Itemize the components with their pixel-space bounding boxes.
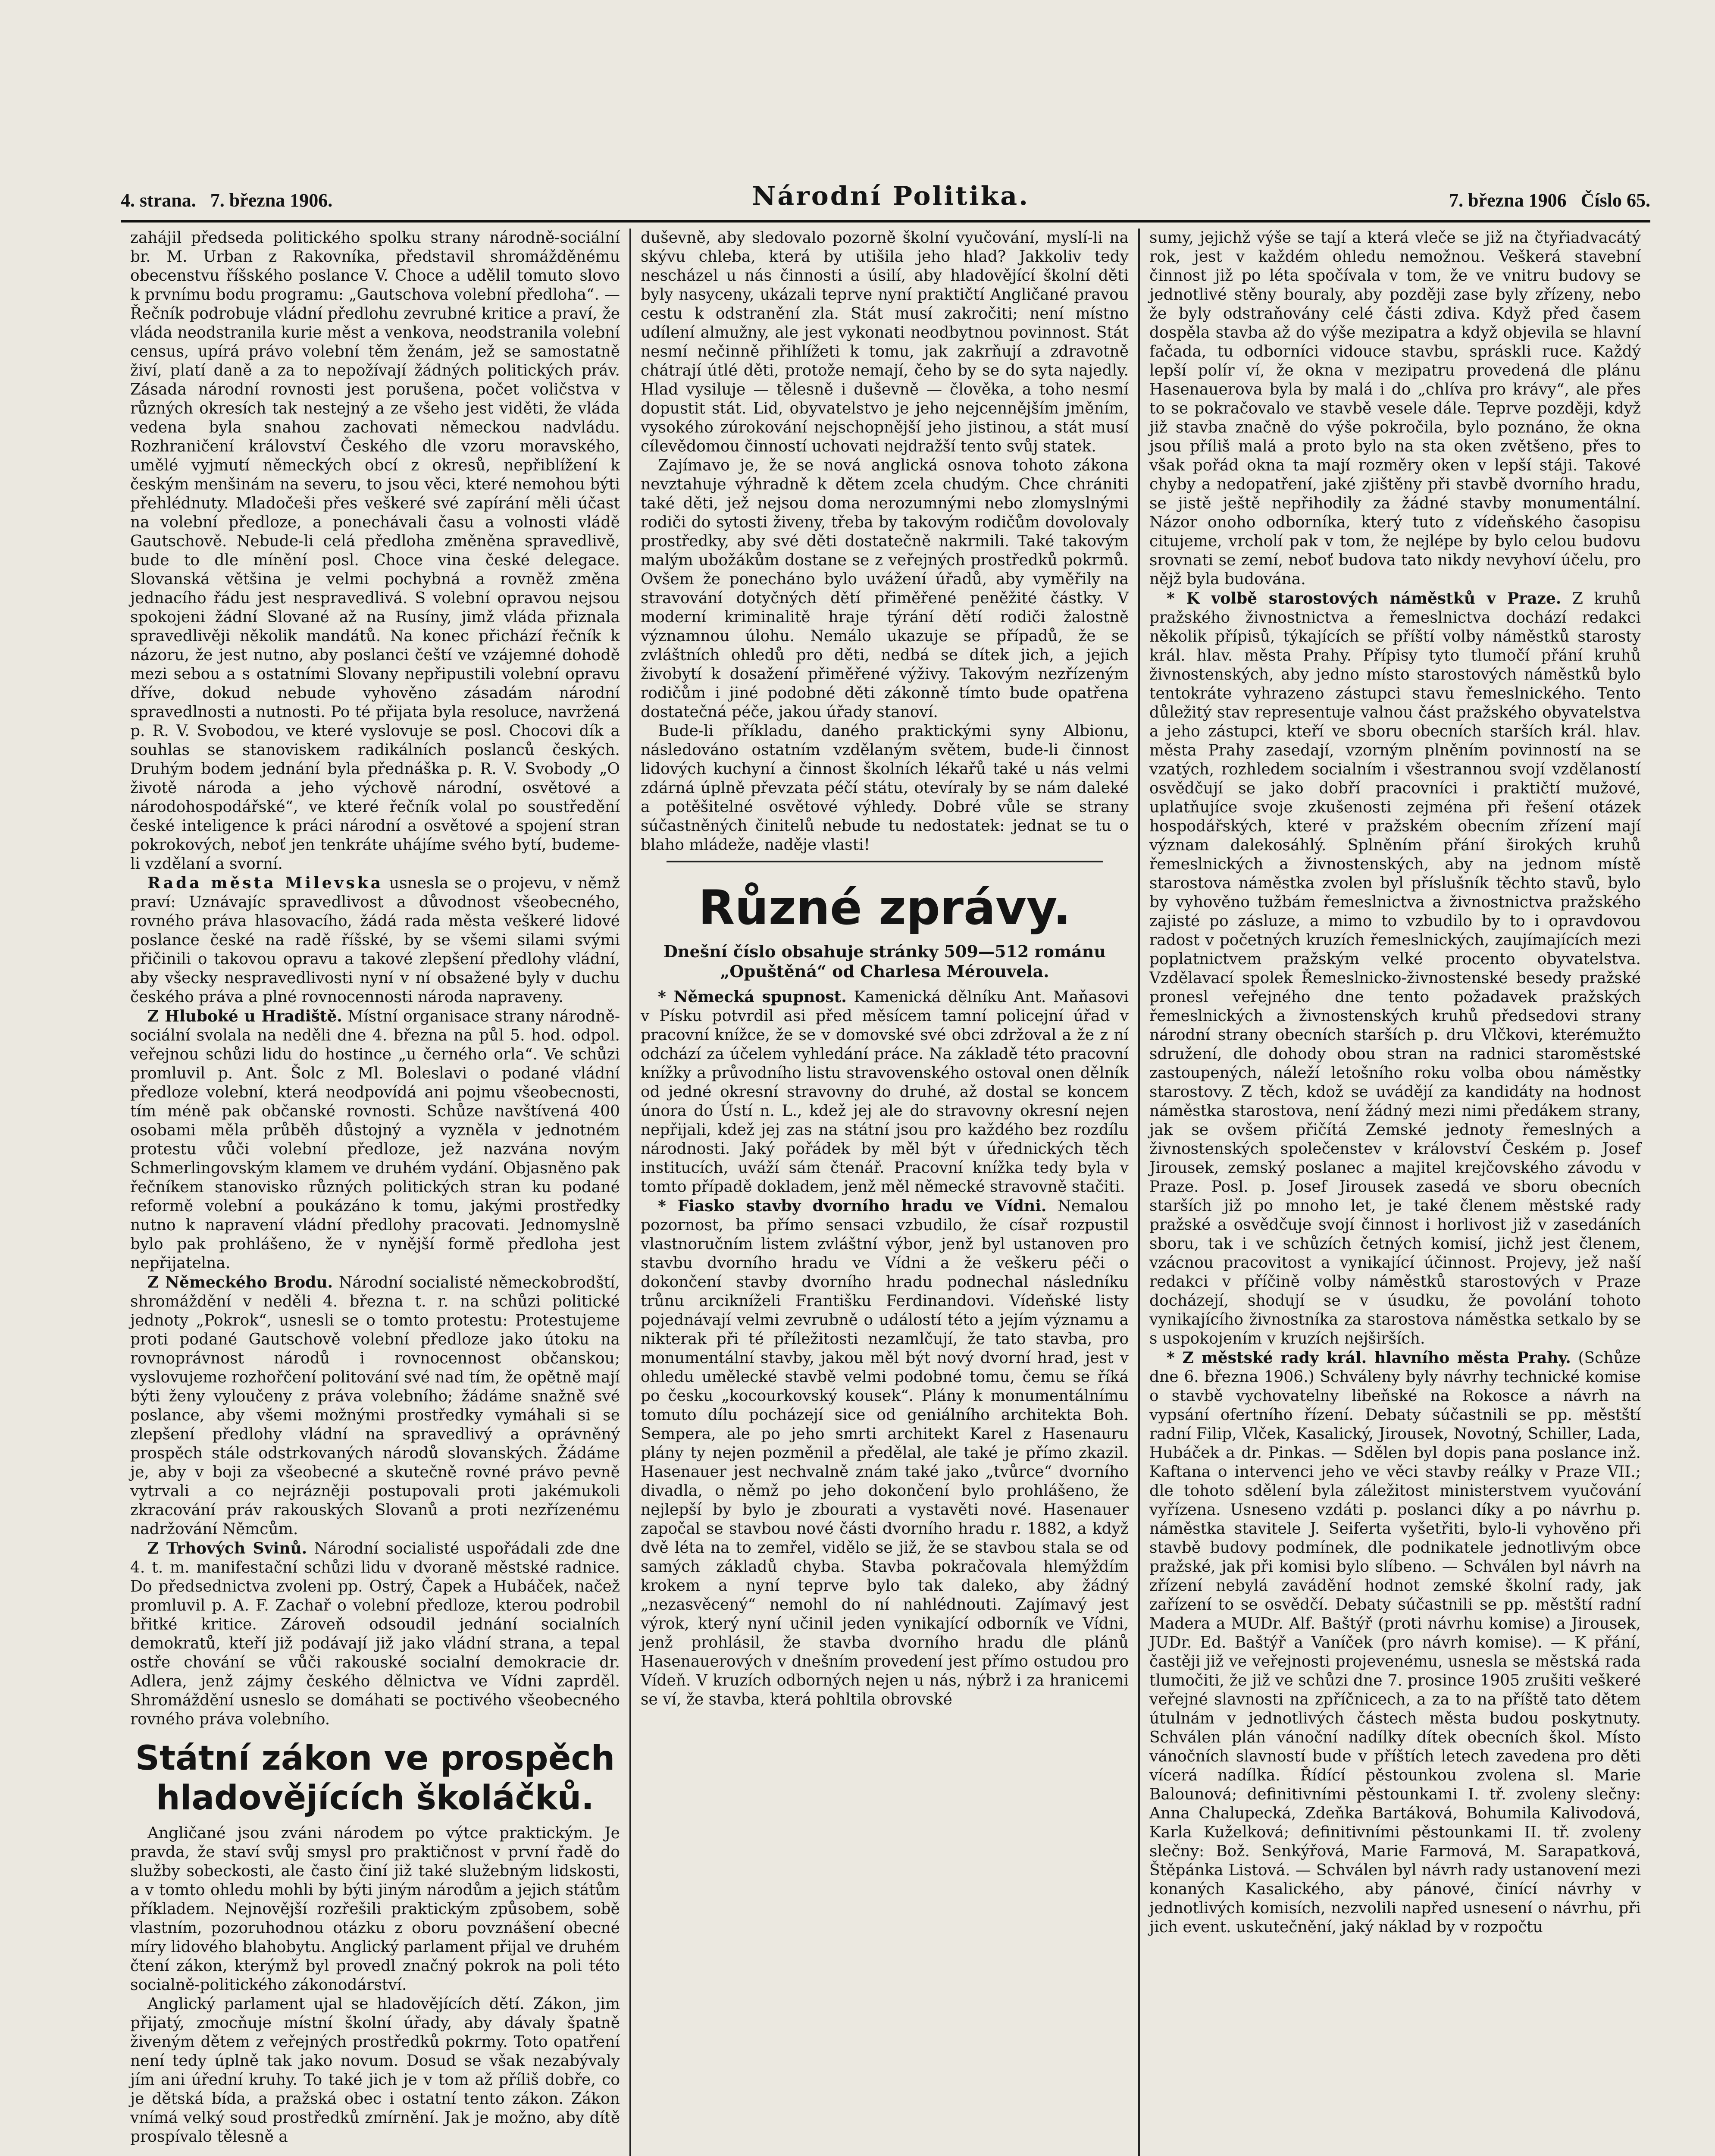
article-text: Zajímavo je, že se nová anglická osnova tohoto zákona nevztahuje výhradně k dětem zcela chudým. Chce chrániti také děti, jež nejsou doma nerozumnými nebo zlomyslnými rodiči do sytosti živeny, třeba by takovým rodičům dovolovaly prostředky, aby své děti dostatečně nakrmili. Také takovým malým ubožákům dostane se z veřejných prostředků pokrmů. Ovšem že ponecháno bylo uvážení úřadů, aby vyměřily na stravování dotyčných dětí přiměřené peněžité částky. V moderní kriminalitě hraje týrání dětí rodiči žalostně významnou úlohu. Nemálo ukazuje se případů, že se zvláštních ohledů pro děti, nedbá se dítek jich, a jejich živobytí k dosažení přiměřené výživy. Takovým nezřízeným rodičům i jiné podobné děti zákonně tímto bude opatřena dostatečná péče, jakou úřady stanoví.: [641, 457, 1129, 721]
item-title: Z Hluboké u Hradiště.: [147, 1007, 342, 1025]
header-date-left: 7. března 1906.: [210, 190, 333, 211]
header-date-right: 7. března 1906: [1449, 190, 1567, 211]
item-text: (Schůze dne 6. března 1906.) Schváleny byly návrhy technické komise o stavbě vychovatelny libeňské na Rokosce a návrh na vypsání ofertního řízení. Debaty súčastnili se pp. městští radní Filip, Vlček, Kasalický, Jirousek, Novotný, Schiller, Lada, Hubáček a dr. Pinkas. — Sdělen byl dopis pana poslance inž. Kaftana o intervenci jeho ve věci stavby reálky v Praze VII.; dle tohoto sdělení byla záležitost ministerstvem vyučování vyřízena. Usneseno vzdáti p. poslanci díky a po návrhu p. náměstka stavitele J. Seiferta vyšetřiti, bylo-li vyhověno při stavbě budovy podmínek, dle podnikatele jednotlivým obce pražské, jak při komisi bylo slíbeno. — Schválen byl návrh na zřízení nebylá zavádění hodnot zemské školní rady, jak zařízení to se osvědčí. Debaty súčastnili se pp. městští radní Madera a MUDr. Alf. Baštýř (proti návrhu komise) a Jirousek, JUDr. Ed. Baštýř a Vaníček (pro návrh komise). — K přání, častěji již ve veřejnosti projevenému, usnesla se městská rada tlumočiti, že již ve schůzi dne 7. prosince 1905 zrušiti veškeré veřejné slavnosti na zpříčnicech, a za to na příště tato dětem útulnám v jednotlivých částech města budou poskytnuty. Schválen plán vánoční nadílky dítek obecních škol. Místo vánočních slavností bude v příštích letech zavedena pro děti vícerá nadílka. Řídící pěstounkou zvolena sl. Marie Balounová; definitivními pěstounkami I. tř. zvoleny slečny: Anna Chalupecká, Zdeňka Bartáková, Bohumila Kalivodová, Karla Kuželková; definitivními pěstounkami II. tř. zvoleny slečny: Bož. Senkýřová, Marie Farmová, M. Sarapatková, Štěpánka Listová. — Schválen byl návrh rady ustanovení mezi konaných Kasalického, aby pánové, činící návrhy v jednotlivých komisích, nezvolili napřed usnesení o návrhu, při jich event. uskutečnění, jaký náklad by v rozpočtu: [1149, 1349, 1641, 1936]
article-text: sumy, jejichž výše se tají a která vleče se již na čtyřiadvacátý rok, jest v každém ohledu nemožnou. Veškerá stavební činnost již po léta spočívala v tom, že ve vnitru budovy se jednotlivé stěny bouraly, aby později zase byly zřízeny, nebo že byly odstraňovány celé části zdiva. Když před časem dospěla stavba až do výše mezipatra a když objevila se hlavní fačada, tu odborníci vidouce stavbu, spráskli ruce. Každý lepší polír ví, že okna v mezipatru provedená dle plánu Hasenauerova byla by malá i do „chlíva pro krávy“, ale přes to se pokračovalo ve stavbě vesele dále. Teprve později, když již stavba značně do výše pokročila, bylo poznáno, že okna jsou příliš malá a proto bylo na sta oken zvětšeno, přes to však pořád okna ta mají rozměry oken v lepší stáji. Takové chyby a nedopatření, jaké zjištěny při stavbě dvorního hradu, se jistě ještě nepřihodily za žádné stavby monumentální. Názor onoho odborníka, který tuto z vídeňského časopisu citujeme, vrcholí pak v tom, že nejlépe by bylo celou budovu srovnati se zemí, neboť budova tato nikdy nevyhoví účelu, pro nějž byla budována.: [1149, 229, 1641, 588]
page-number: 4. strana.: [121, 190, 196, 211]
article-paragraph: [641, 1197, 1129, 1709]
item-title: * Německá spupnost.: [658, 988, 847, 1006]
article-text: Bude-li příkladu, daného praktickými syny Albionu, následováno ostatním vzdělaným světem, bude-li činnost lidových kuchyní a činnost školních lékařů také u nás velmi zdárná úplně převzata péčí státu, otevíraly by se nám daleké a potěšitelné osvětové výhledy. Dobré vůle se strany súčastněných činitelů nebude tu nedostatek: jednat se tu o blaho mládeže, naděje vlasti!: [641, 722, 1129, 854]
section-subtitle: Dnešní číslo obsahuje stránky 509—512 románu „Opuštěná“ od Charlesa Mérouvela.: [663, 942, 1106, 981]
article-paragraph: [130, 1273, 620, 1539]
article-paragraph: [1149, 589, 1641, 1348]
item-text: Místní organisace strany národně-sociální svolala na neděli dne 4. března na půl 5. hod. odpol. veřejnou schůzi lidu do hostince „u černého orla“. Ve schůzi promluvil p. Ant. Šolc z Ml. Boleslavi o podané vládní předloze volební, která neodpovídá ani pojmu všeobecnosti, tím méně pak občanské rovnosti. Schůze navštívená 400 osobami měla průběh důstojný a vyzněla v jednotném protestu vůči volební předloze, jež nazvána novým Schmerlingovským klamem ve druhém vydání. Objasněno pak řečníkem stanovisko různých politických stran ku podané reformě volební a poukázáno k tomu, jakými prostředky nutno k napravení vládní předlohy pracovati. Jednomyslně bylo pak prohlášeno, že v nynější formě předloha jest nepřijatelna.: [130, 1008, 620, 1272]
section-divider: [667, 861, 1103, 862]
column-1: [121, 229, 629, 2156]
article-text: duševně, aby sledovalo pozorně školní vyučování, myslí-li na skývu chleba, která by utišila jeho hlad? Jakkoliv tedy nescházel u nás činnosti a úsilí, aby hladovějící školní děti byly nasyceny, ukázali teprve nyní praktičtí Angličané pravou cestu k odstranění zla. Stát musí zakročiti; není místno udílení almužny, ale jest vykonati neodbytnou povinnost. Stát nesmí nečinně přihlížeti k tomu, jak zakrňují a zdravotně chátrají útlé děti, protože nemají, čeho by se do syta najedly. Hlad vysiluje — tělesně i duševně — člověka, a toho nesmí dopustit stát. Lid, obyvatelstvo je jeho nejcennějším jměním, vysokého zúrokování nejschopnější jeho jistinou, a stát musí cílevědomou činností uchovati nejdražší tento svůj statek.: [641, 229, 1129, 455]
item-title: Z Trhových Svinů.: [147, 1539, 307, 1557]
item-title: * Z městské rady král. hlavního města Prahy.: [1167, 1349, 1571, 1367]
item-text: Kamenická dělníku Ant. Maňasovi v Písku potvrdil asi před měsícem tamní policejní úřad v pracovní knížce, že se v domovské své obci zdržoval a že z ní odchází za účelem vyhledání práce. Na základě této pracovní knížky a průvodního listu stravovenského ostoval onen dělník od jedné okresní stravovny do druhé, až dostal se koncem února do Ústí n. L., kdež jej ale do stravovny okresní nejen nepřijali, kdež jej zas na státní jsou pro každého bez rozdílu národnosti. Jaký pořádek by měl být v úřednických těch institucích, uváží sám čtenář. Pracovní knížka tedy byla v tomto případě dokladem, jenž měl německé stravovně stačiti.: [641, 988, 1129, 1196]
item-text: Národní socialisté německobrodští, shromáždění v neděli 4. března t. r. na schůzi politické jednoty „Pokrok“, usnesli se o tomto protestu: Protestujeme proti podané Gautschově volební předloze jako útoku na rovnoprávnost národů i rovnocennost občanskou; vyslovujeme rozhořčení politování své nad tím, že opětně mají býti ženy vyloučeny z práva volebního; žádáme snažně své poslance, aby všemi možnými prostředky vymáhali si se zlepšení předlohy vládní na spravedlivý a oprávněný prospěch stále odstrkovaných národů slovanských. Žádáme je, aby v boji za všeobecné a skutečně rovné právo pevně vytrvali a co nejrázněji postupovali proti jakémukoli zkracování práv rakouských Slovanů a proti nezřízenému nadržování Němcům.: [130, 1274, 620, 1538]
article-text: zahájil předseda politického spolku strany národně-sociální br. M. Urban z Rakovníka, představil shromážděnému obecenstvu říšského poslance V. Choce a udělil tomuto slovo k prvnímu bodu programu: „Gautschova volební předloha“. — Řečník podrobuje vládní předlohu zevrubné kritice a praví, že vláda neodstranila kurie měst a venkova, neodstranila volební census, upírá právo volební těm ženám, jež se samostatně živí, platí daně a za to nepožívají žádných politických práv. Zásada národní rovnosti jest porušena, počet voličstva v různých okresích tak nestejný a ze všeho jest viděti, že vláda vedena byla snahou zachovati německou nadvládu. Rozhraničení království Českého dle vzoru moravského, umělé vyjmutí německých obcí z okresů, nepřiblížení k českým menšinám na severu, to jsou věci, které nemohou býti přehlédnuty. Mladočeši přes veškeré své zapírání měli účast na volební předloze, a ponechávali času a volnosti vládě Gautschově. Nebude-li celá předloha změněna spravedlivě, bude to dle mínění posl. Choce vina české delegace. Slovanská většina je velmi pochybná a rovněž změna jednacího řádu jest nespravedlivá. S volební opravou nejsou spokojeni žádní Slované až na Rusíny, jimž vláda přiznala spravedlivěji několik mandátů. Na konec přichází řečník k názoru, že jest nutno, aby poslanci čeští ve vzájemné dohodě mezi sebou a s ostatními Slovany nepřipustili volební opravu dříve, dokud nebude vyhověno zásadám národní spravedlnosti a nutnosti. Po té přijata byla resoluce, navržená p. R. V. Svobodou, ve které vyslovuje se posl. Chocovi dík a souhlas se stanoviskem radikálních poslanců českých. Druhým bodem jednání byla přednáška p. R. V. Svobody „O životě národa a jeho výchově národní, osvětové a národohospodářské“, ve které řečník volal po soustředění české inteligence k práci národní a osvětové a spojení stran pokrokových, neboť jen tenkráte uhájíme svého bytí, budeme-li vzdělaní a svorní.: [130, 229, 620, 873]
item-title: * Fiasko stavby dvorního hradu ve Vídni.: [658, 1197, 1047, 1215]
item-text: Národní socialisté uspořádali zde dne 4. t. m. manifestační schůzi lidu v dvoraně městské radnice. Do předsednictva zvoleni pp. Ostrý, Čapek a Hubáček, načež promluvil p. A. F. Zachař o volební předloze, kterou podrobil břitké kritice. Zároveň odsoudil jednání socialních demokratů, kteří již podávají již jako vládní strana, a tepal ostře chování se vůči rakouské socialní demokracie dr. Adlera, jenž zájmy českého dělnictva ve Vídni zaprděl. Shromáždění usneslo se domáhati se poctivého všeobecného rovného práva volebního.: [130, 1540, 620, 1728]
issue-number: Číslo 65.: [1580, 190, 1650, 211]
header-right: [1449, 189, 1650, 211]
page-header: [121, 181, 1650, 211]
item-text: usnesla se o projevu, v němž praví: Uznávajíc spravedlivost a důvodnost všeobecného, rovného práva hlasovacího, žádá rada města veškeré lidové poslance české na radě říšské, by se všemi silami svými přičinili o takovou opravu a takové zlepšení předlohy vládní, aby všecky nespravedlivosti nyní v ní obsažené byly v duchu českého práva a plné rovnocennosti národa napraveny.: [130, 874, 620, 1006]
article-paragraph: [1149, 1348, 1641, 1937]
item-title: Rada města Milevska: [147, 874, 384, 892]
article-text: Angličané jsou zváni národem po výtce praktickým. Je pravda, že staví svůj smysl pro praktičnost v první řadě do služby sobeckosti, ale často činí již také služebným lidskosti, a v tomto ohledu mohli by býti jiným národům a jejich státům příkladem. Nejnovější rozřešili praktickým způsobem, sobě vlastním, pozoruhodnou otázku z oboru povznášení obecné míry lidového blahobytu. Anglický parlament přijal ve druhém čtení zákon, kterýmž byl provedl značný pokrok na poli této socialně-politického zákonodárství.: [130, 1824, 620, 1994]
article-paragraph: [130, 1539, 620, 1729]
section-headline: Různé zprávy.: [698, 880, 1071, 935]
article-paragraph: [130, 874, 620, 1007]
item-text: Nemalou pozornost, ba přímo sensaci vzbudilo, že císař rozpustil vlastnoručním listem zvláštní výbor, jenž byl ustanoven pro stavbu dvorního hradu ve Vídni a že veškeru péči o dokončení stavby dvorního hradu podnechal následníku trůnu arcikníželi Františku Ferdinandovi. Vídeňské listy pojednávají velmi zevrubně o událostí této a jejím významu a nikterak při té příležitosti nezamlčují, že tato stavba, pro monumentální stavby, jakou měl být nový dvorní hrad, jest v ohledu umělecké stavbě velmi podobné tomu, čemu se říká po česku „kocourkovský kousek“. Plány k monumentálnímu tomuto dílu pocházejí sice od geniálního architekta Boh. Sempera, ale po jeho smrti architekt Karel z Hasenauru plány ty nejen pozměnil a předělal, ale také je přímo zkazil. Hasenauer jest nechvalně znám také jako „tvůrce“ dvorního divadla, o němž po jeho dokončení bylo prohlášeno, že nejlepší by bylo je zbourati a vystavěti nové. Hasenauer započal se stavbou nové části dvorního hradu r. 1882, a když dvě léta na to zemřel, vidělo se již, že se stavbou stala se od samých základů chyba. Stavba pokračovala hlemýždím krokem a nyní teprve bylo tak daleko, aby žádný „nezasvěcený“ nemohl do ní nahlédnouti. Zajímavý jest výrok, který nyní učinil jeden vynikající odborník ve Vídni, jenž prohlásil, že stavba dvorního hradu dle plánů Hasenauerových v dnešním provedení jest přímo ostudou pro Vídeň. V kruzích odborných nejen u nás, nýbrž i za hranicemi se ví, že stavba, která pohltila obrovské: [641, 1197, 1129, 1708]
columns: [121, 229, 1650, 2156]
article-headline: Státní zákon ve prospěch hladovějících školáčků.: [135, 1739, 615, 1818]
article-paragraph: [130, 1007, 620, 1273]
header-rule: [121, 220, 1650, 222]
item-title: Z Německého Brodu.: [147, 1273, 333, 1291]
column-3: [1138, 229, 1650, 2156]
article-text: Anglický parlament ujal se hladovějících dětí. Zákon, jim přijatý, zmocňuje místní školní úřady, aby dávaly špatně živeným dětem z veřejných prostředků pokrmy. Toto opatření není tedy úplně tak jako novum. Dosud se však nezabývaly jím ani úřední kruhy. To také jich je v tom až příliš dobře, co je dětská bída, a pražská obec i ostatní tento zákon. Zákon vnímá velký soud prostředků zmírnění. Jak je možno, aby dítě prospívalo tělesně a: [130, 1995, 620, 2146]
item-title: * K volbě starostových náměstků v Praze.: [1167, 589, 1562, 608]
article-paragraph: [641, 987, 1129, 1197]
masthead: Národní Politika.: [752, 181, 1030, 211]
item-text: Z kruhů pražského živnostnictva a řemeslnictva dochází redakci několik přípisů, týkajících se příští volby náměstků starosty král. hlav. města Prahy. Přípisy tyto tlumočí přání kruhů živnostenských, aby jedno místo starostových náměstků bylo tentokráte vyhrazeno zástupci stavu řemeslnického. Tento důležitý stav representuje valnou část pražského obyvatelstva a jeho zástupci, kteří ve sboru obecních starších král. hlav. města Prahy zasedají, vzorným plněním povinností na se vzatých, rozhledem socialním i všestrannou svojí vzdělaností osvědčují se jako dobří pracovníci i praktičtí mužové, uplatňujíce svoje zkušenosti zejména při řešení otázek hospodářských, které v pražském obecním zřízení mají význam dalekosáhlý. Splněním přání širokých kruhů řemeslnických a živnostenských, aby na jednom místě starostova náměstka zvolen byl příslušník těchto stavů, bylo by vyhověno tužbám řemeslnictva a živnostnictva pražského zajisté po zásluze, a mimo to vzbudilo by to i opravdovou radost v početných kruzích řemeslnických, zaujímajících mezi poplatnictvem pražským velké procento obyvatelstva. Vzdělavací spolek Řemeslnicko-živnostenské besedy pražské pronesl veřejného dne tento požadavek pražských řemeslnických a živnostenských kruhů předsedovi strany národní strany obecních starších p. dru Vlčkovi, kterémužto sdružení, dle dohody obou stran na radnici staroměstské zastoupených, náleží letošního roku volba obou náměstky starostovy. Z těch, kdož se uvádějí za kandidáty na hodnost náměstka starostova, není žádný mezi nimi předákem strany, jak se ovšem přičítá Zemské jednoty řemeslných a živnostenských společenstev v království Českém p. Josef Jirousek, zemský poslanec a majitel krejčovského závodu v Praze. Posl. p. Josef Jirousek zasedá ve sboru obecních starších již po mnoho let, je také členem městské rady pražské a osvědčuje svojí činnost i horlivost již v zasedáních sboru, tak i ve schůzích četných komisí, jichž jest členem, vzácnou pracovitost a vynikající účinnost. Projevy, jež naší redakci v příčině volby náměstků starostových v Praze docházejí, shodují se v úsudku, že povolání tohoto vynikajícího živnostníka za starostova náměstka setkalo by se s uspokojením v kruzích nejširších.: [1149, 590, 1641, 1348]
header-left: [121, 189, 332, 211]
column-2: [629, 229, 1138, 2156]
